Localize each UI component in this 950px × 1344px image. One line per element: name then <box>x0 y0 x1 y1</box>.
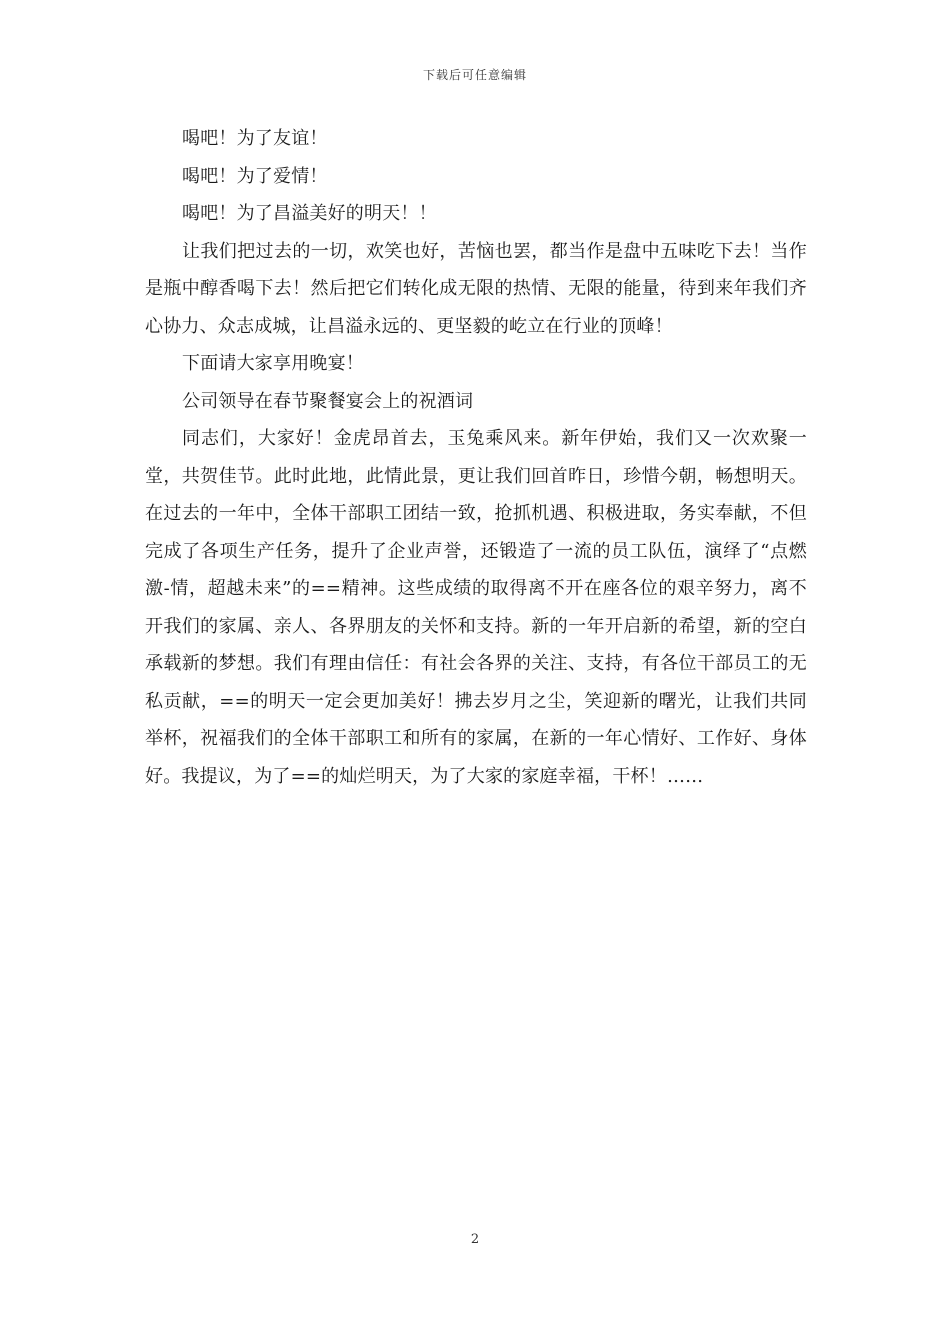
paragraph-past-and-future: 让我们把过去的一切，欢笑也好，苦恼也罢，都当作是盘中五味吃下去！当作是瓶中醇香喝下去！然后把它们转化成无限的热情、无限的能量，待到来年我们齐心协力、众志成城，让昌溢永远的、更坚毅的屹立在行业的顶峰！ <box>145 240 807 337</box>
page-header: 下载后可任意编辑 <box>422 68 527 82</box>
paragraph-toast-future: 喝吧！为了昌溢美好的明天！！ <box>182 203 437 224</box>
page-number: 2 <box>470 1232 480 1247</box>
section-title: 公司领导在春节聚餐宴会上的祝酒词 <box>182 390 474 412</box>
paragraph-enjoy-banquet: 下面请大家享用晚宴！ <box>182 353 364 374</box>
paragraph-leader-speech: 同志们，大家好！金虎昂首去，玉兔乘风来。新年伊始，我们又一次欢聚一堂，共贺佳节。此时此地，此情此景，更让我们回首昨日，珍惜今朝，畅想明天。在过去的一年中，全体干部职工团结一致，抢抓机遇、积极进取，务实奉献，不但完成了各项生产任务，提升了企业声誉，还锻造了一流的员工队伍，演绎了“点燃激-情，超越未来”的==精神。这些成绩的取得离不开在座各位的艰辛努力，离不开我们的家属、亲人、各界朋友的关怀和支持。新的一年开启新的希望，新的空白承载新的梦想。我们有理由信任：有社会各界的关注、支持，有各位干部员工的无私贡献，==的明天一定会更加美好！拂去岁月之尘，笑迎新的曙光，让我们共同举杯，祝福我们的全体干部职工和所有的家属，在新的一年心情好、工作好、身体好。我提议，为了==的灿烂明天，为了大家的家庭幸福，干杯！…… <box>145 428 807 787</box>
paragraph-toast-friendship: 喝吧！为了友谊！ <box>182 128 328 149</box>
paragraph-toast-love: 喝吧！为了爱情！ <box>182 165 328 187</box>
document-body <box>145 120 807 795</box>
